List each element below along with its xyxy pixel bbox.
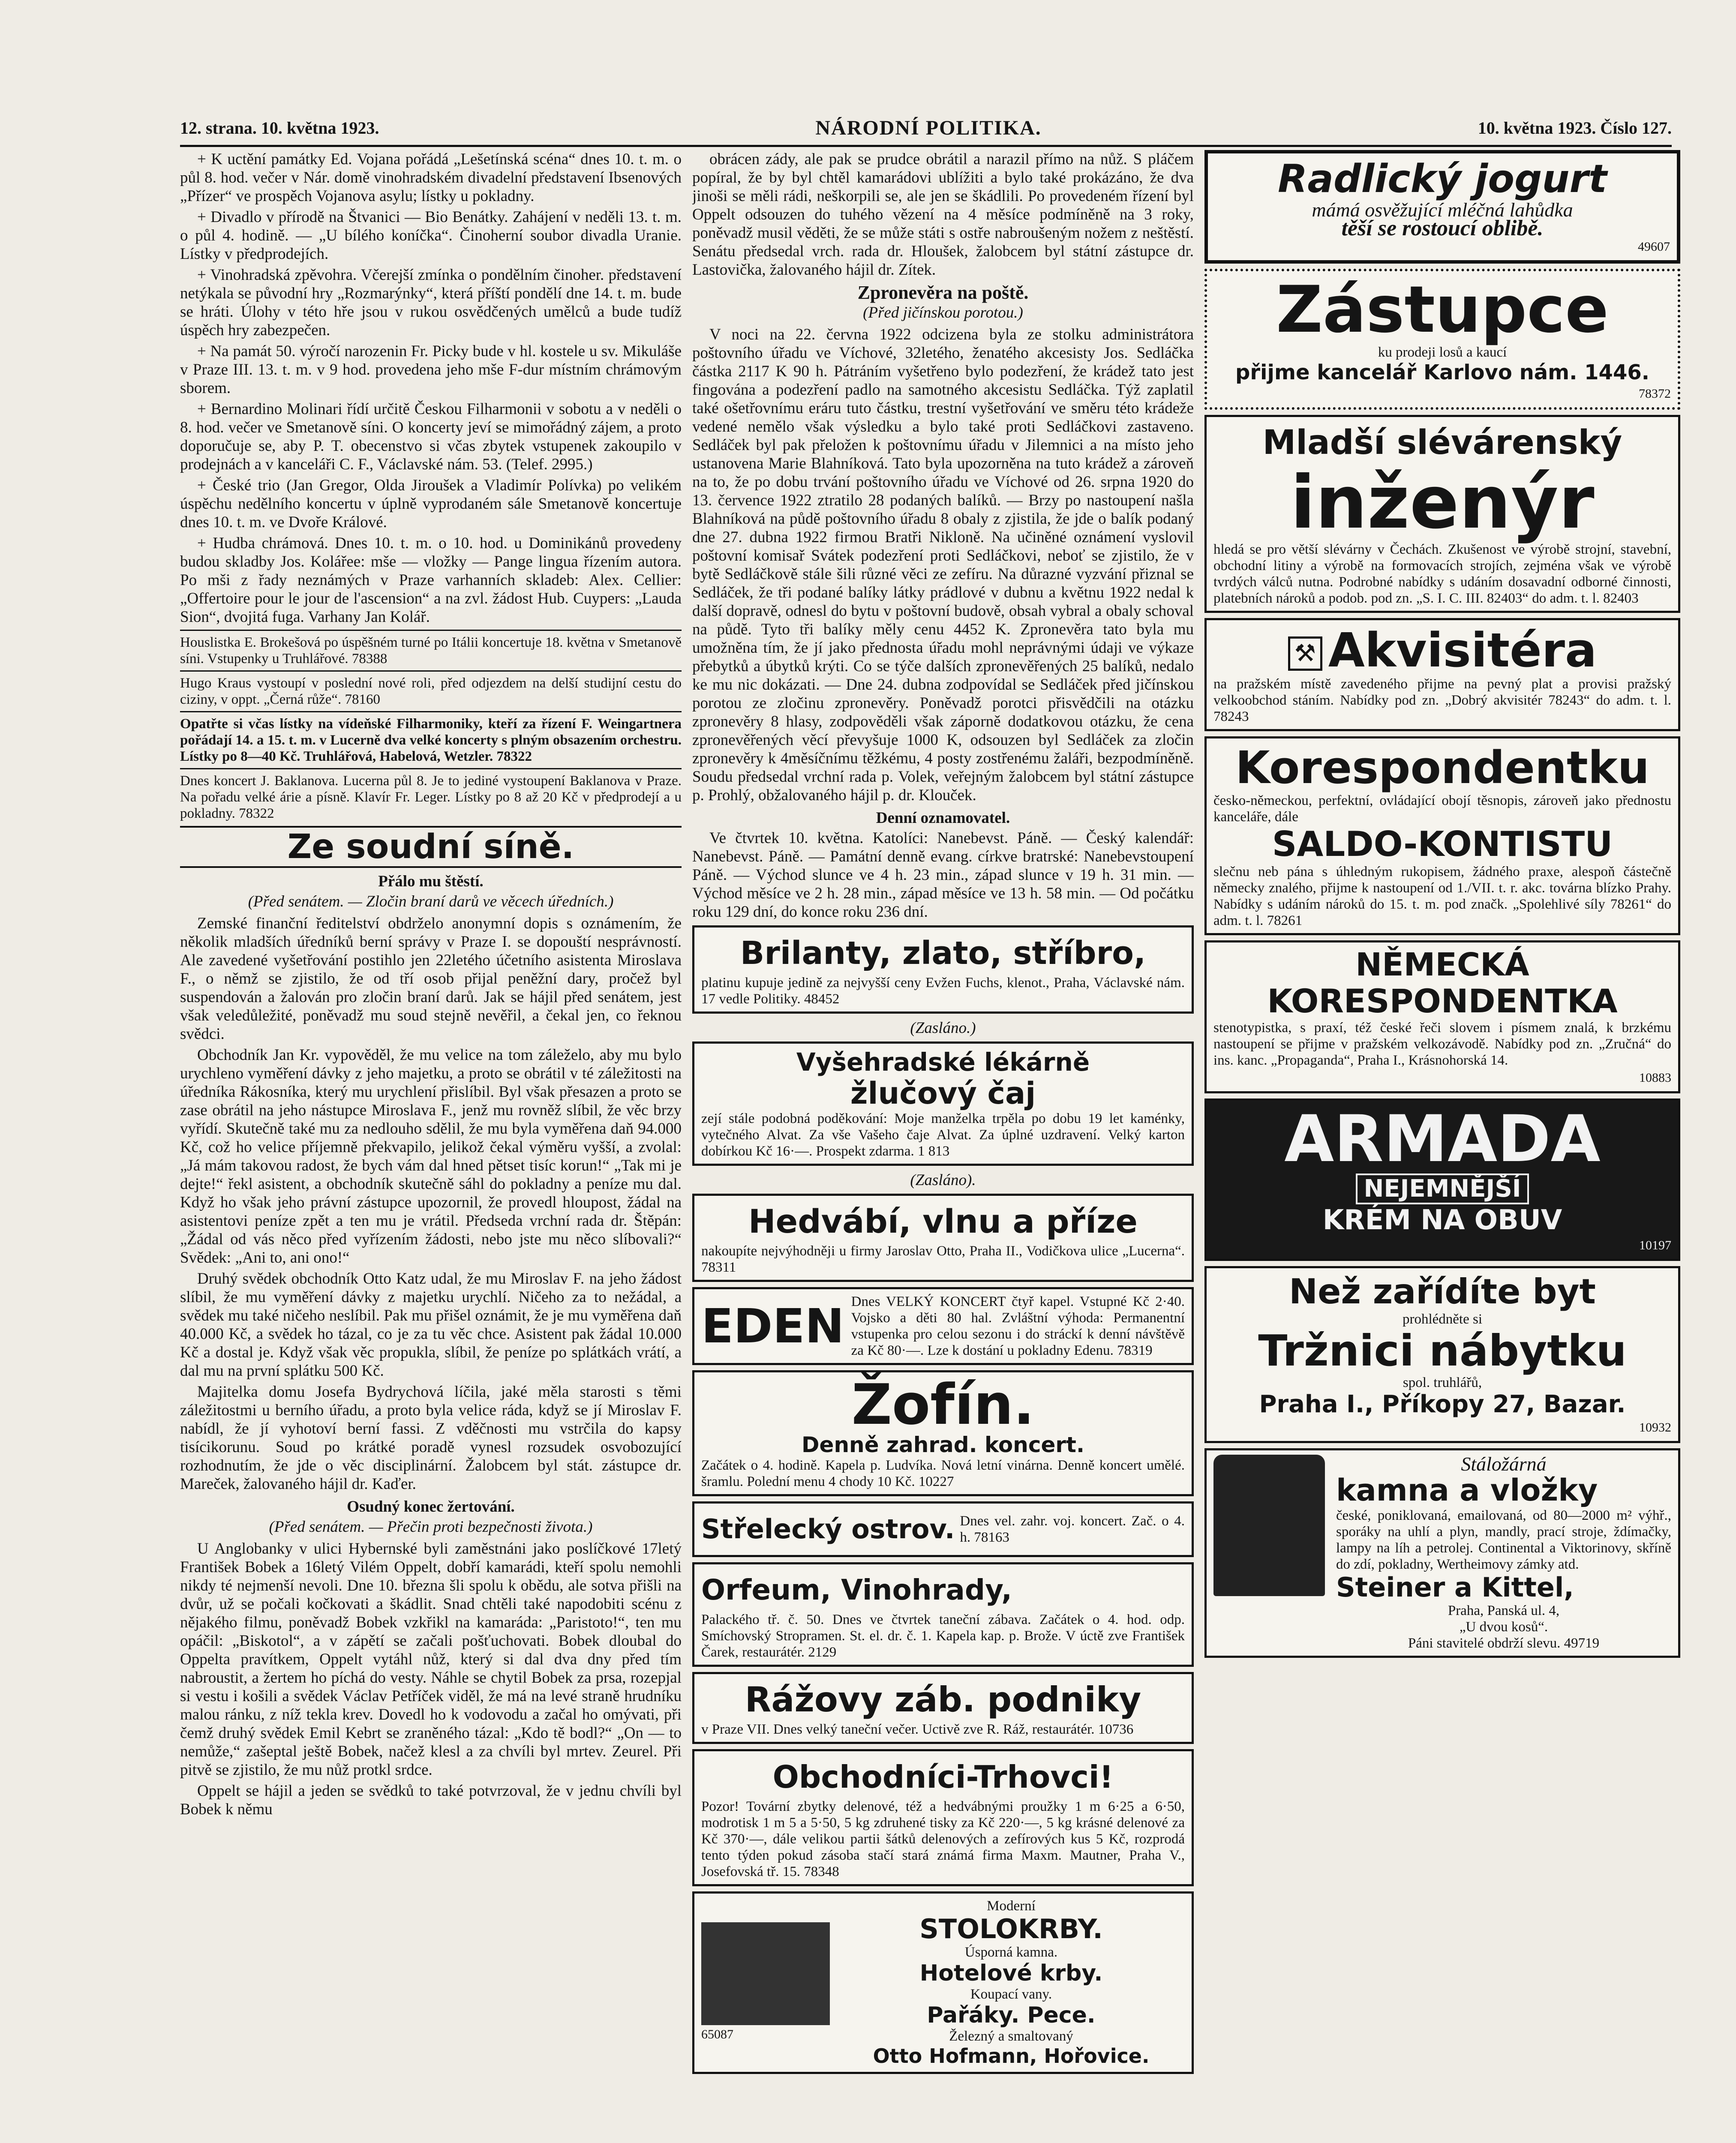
news-item: + České trio (Jan Gregor, Olda Jiroušek a Vladimír Polívka) po velikém úspěchu nedělního koncertu v úplně vyprodaném sále Smetanově koncertuje dnes 10. t. m. ve Dvoře Králové. <box>180 477 682 531</box>
ad-line: Otto Hofmann, Hořovice. <box>873 2044 1150 2068</box>
ad-title: NĚMECKÁ <box>1355 946 1529 983</box>
ad-zastupce <box>1204 269 1680 410</box>
news-item: + Vinohradská zpěvohra. Včerejší zmínka o pondělním činoher. představení netýkala se původní hry „Rozmarýnky“, která příští pondělí dne 14. t. m. bude se hráti. Úlohy v této hře jsou v rukou osvědčených umělců a bude tudíž úspěch hry zabezpečen. <box>180 266 682 339</box>
ad-title: Mladší slévárenský <box>1262 423 1622 462</box>
ad-line: „U dvou kosů“. <box>1459 1619 1548 1635</box>
ad-title: Vyšehradské lékárně <box>796 1047 1090 1077</box>
ad-steiner-kittel <box>1204 1448 1680 1658</box>
ad-line: Praha, Panská ul. 4, <box>1448 1603 1560 1618</box>
ad-line: Páni stavitelé obdrží slevu. 49719 <box>1408 1636 1600 1651</box>
ad-subtitle: přijme kancelář Karlovo nám. 1446. <box>1235 360 1649 384</box>
ad-address: Praha I., Příkopy 27, Bazar. <box>1259 1390 1626 1418</box>
ad-body: Palackého tř. č. 50. Dnes ve čtvrtek taneční zábava. Začátek o 4. hod. odp. Smíchovský Stropramen. St. el. dr. č. 1. Kapela kap. p. Brože. V úctě zve František Čarek, restaurátér. 2129 <box>701 1612 1185 1660</box>
article-paragraph: Oppelt se hájil a jeden se svědků to také potvrzoval, že v jednu chvíli byl Bobek k němu <box>180 1782 682 1818</box>
ad-orfeum <box>692 1562 1194 1667</box>
ad-code: 10197 <box>1639 1238 1671 1252</box>
ad-code: 78372 <box>1639 387 1671 401</box>
news-item: + K uctění památky Ed. Vojana pořádá „Lešetínská scéna“ dnes 10. t. m. o půl 8. hod. večer v Nár. domě vinohradském divadelní představení Ibsenových „Přízer“ ve prospěch Vojanova asylu; lístky u pokladny. <box>180 150 682 205</box>
section-title: Ze soudní síně. <box>180 826 682 868</box>
article-headline: Zpronevěra na poště. <box>857 282 1029 303</box>
ad-vysehradske-lekarne <box>692 1041 1194 1166</box>
column-2 <box>692 150 1194 2143</box>
stove-illustration <box>701 1922 830 2025</box>
ad-code: 65087 <box>701 2027 733 2041</box>
ad-title: Hedvábí, vlnu a příze <box>748 1202 1138 1240</box>
classified-ad: Dnes koncert J. Baklanova. Lucerna půl 8. Je to jediné vystoupení Baklanova v Praze. Na pořadu velké árie a písně. Klavír Fr. Leger. Lístky po 8 až 20 Kč v předprodejí a u pokladny. 78322 <box>180 773 682 821</box>
ad-razovy-podniky <box>692 1672 1194 1744</box>
ad-title: Korespondentku <box>1235 741 1649 794</box>
ad-title: EDEN <box>701 1299 844 1354</box>
ad-subtitle: ku prodeji losů a kaucí <box>1378 345 1507 360</box>
ad-body: české, poniklovaná, emailovaná, od 80—2000 m² výhř., sporáky na uhlí a plyn, mandly, prací stroje, ždímačky, lampy na líh a petrolej. Continental a Viktorinovy, skříně do zdí, pokladny, Wertheimovy zámky atd. <box>1336 1508 1671 1572</box>
ad-body: česko-německou, perfektní, ovládající obojí těsnopis, zároveň jako přednostu kanceláře, dále <box>1213 793 1671 825</box>
ad-nemecka-korespondentka <box>1204 940 1680 1093</box>
ad-title: Brilanty, zlato, stříbro, <box>740 935 1146 972</box>
ad-title: STOLOKRBY. <box>919 1913 1103 1945</box>
article-paragraph: Majitelka domu Josefa Bydrychová líčila, jaké měla starosti s těmi záležitostmi u berního úřadu, a proto byla velice ráda, když se jí Miroslav F. nabídl, že jí vyhotoví berní fassi. Z vděčnosti mu vstrčila do kapsy tisícikorunu. Soud po krátké poradě vynesl rozsudek osvobozující rozhodnutím, že jde o věc disciplinární. Žalobcem byl stát. zástupce dr. Mareček, žalovaného hájil dr. Kaďer. <box>180 1383 682 1493</box>
ad-title: Radlický jogurt <box>1278 156 1607 201</box>
news-item: + Bernardino Molinari řídí určitě Českou Filharmonii v sobotu a v neděli o 8. hod. večer ve Smetanově síni. O koncerty jeví se mimořádný zájem, a proto doporučuje se, aby P. T. obecenstvo si včas zbytek vstupenek zakoupilo v prodejnách a v kanceláři C. F., Václavské nám. 53. (Telef. 2995.) <box>180 400 682 473</box>
ad-title: Žofín. <box>851 1372 1035 1437</box>
ad-brilanty <box>692 925 1194 1014</box>
ad-title: Zástupce <box>1276 273 1609 347</box>
ad-title: ARMADA <box>1284 1102 1601 1177</box>
ad-title: kamna a vložky <box>1336 1473 1598 1508</box>
ad-stolokrby <box>692 1891 1194 2074</box>
header-left: 12. strana. 10. května 1923. <box>180 118 379 138</box>
ad-line: Hotelové krby. <box>919 1960 1103 1986</box>
ad-subtitle: žlučový čaj <box>850 1076 1036 1111</box>
ad-title: Střelecký ostrov. <box>701 1513 955 1545</box>
ad-title: Orfeum, Vinohrady, <box>701 1573 1012 1606</box>
stove-illustration <box>1213 1455 1325 1596</box>
article-paragraph: Obchodník Jan Kr. vypověděl, že mu velice na tom záleželo, aby mu bylo urychleno vyměření dávky z jeho majetku, a proto se obrátil v té záležitosti na úředníka Rákosníka, který mu urychlení přislíbil. Byl však přesazen a proto se zase obrátil na jeho nástupce Miroslava F., jenž mu rovněž slíbil, že věc brzy vyřídí. Skutečně také mu za nedlouho sdělil, že mu byla vyměřena daň 94.000 Kč, což ho velice příjemně překvapilo, jelikož čekal výměru vyšší, a zvolal: „Já mám takovou radost, že bych vám dal hned pětset tisíc korun!“ „Tak mi je dejte!“ řekl asistent, a obchodník skutečně sáhl do pokladny a peníze mu dal. Když ho však jeho právní zástupce upozornil, že provedl hloupost, žádal na asistentovi peníze zpět a ten mu je vrátil. Předseda vrchní rada dr. Štěpán: „Žádal od vás něco před vyřízením žádosti, nebo jste mu něco slíbovali?“ Svědek: „Ani to, ani ono!“ <box>180 1046 682 1267</box>
ad-radlicky-jogurt <box>1204 150 1680 264</box>
ad-hedvabi <box>692 1194 1194 1282</box>
masthead: NÁRODNÍ POLITIKA. <box>815 116 1042 139</box>
article-paragraph: obrácen zády, ale pak se prudce obrátil a narazil přímo na nůž. S pláčem popíral, že by byl chtěl kamarádovi ublížiti a bylo také prokázáno, že dva jinoši se měli rádi, neškorpili se, ale jen se škádlili. Po provedeném řízení byl Oppelt odsouzen do tuhého vězení na 4 měsíce podmíněně na 3 roky, poněvadž musil věděti, že se může státi s ostře nabroušeným nožem z neštěstí. Senátu předsedal vrch. rada dr. Hloušek, žalobcem byl státní zástupce dr. Lastovička, žalovaného hájil dr. Zítek. <box>692 150 1194 279</box>
classified-ad: Hugo Kraus vystoupí v poslední nové roli, před odjezdem na delší studijní cestu do ciziny, v oppt. „Černá růže“. 78160 <box>180 675 682 707</box>
ad-big-title: inženýr <box>1290 460 1595 545</box>
ad-line: Moderní <box>987 1898 1036 1914</box>
ad-line: Pařáky. Pece. <box>927 2002 1096 2028</box>
article-paragraph: V noci na 22. června 1922 odcizena byla ze stolku administrátora poštovního úřadu ve Víchové, 32letého, ženatého akcesisty Jos. Sedláčka částka 2117 K 90 h. Pátráním vyšetřeno bylo podezření, že krádež tato jest fingována a podezření padlo na samotného akcesistu Sedláčka. Týž zaplatil také ošetřovnímu eráru tuto částku, trestní vyšetřování ve směru této krádeže vedené nemělo však výsledku a bylo také proti Sedláčkovi zastaveno. Sedláček byl pak přeložen k poštovnímu úřadu v Jilemnici a na místo jeho ustanovena Marie Blahníková. Tato byla upozorněna na tuto krádež a zároveň na to, že po dobu trvání poštovního úřadu ve Víchové od 26. srpna 1920 do 13. července 1922 ztratilo 28 podaných balíků. — Brzy po nastoupení našla Blahníková na půdě poštovního úřadu 8 obaly z zjistila, že jde o balík podaný dne 27. dubna 1922 firmou Bratři Nikloně. Na učiněné oznámení vyslovil poštovní komisař Svátek podezření proti Sedláčkovi, neboť se zjistilo, že v bytě Sedláčkově stále šili různé věci ze zefíru. Na důrazné vyzvání přiznal se Sedláček, že tři podané balíky látky prádlové v dubnu a květnu 1922 nedal k další dopravě, odnesl do bytu v poštovní budově, obsah vybral a obaly schoval na půdě. Tyto tři balíky měly cenu 4452 K. Zpronevěra tato byla mu umožněna tím, že jí jako přednosta úřadu mohl neprávnými údaji ve výkaze přebytků a úbytků krýti. Co se týče dalších zpronevěřených 25 balíků, nedalo ke mu nic dokázati. — Dne 24. dubna zodpovídal se Sedláček před jičínskou porotou ze zločinu zpronevěry. Poněvadž porotci přisvědčili na otázku zpronevěry 8 hlasy, zodpověděli však záporně dodatkovou otázku, že cena zpronevěřených věcí převyšuje 1000 K, odsouzen byl Sedláček za zločin zpronevěry k 4měsíčnímu těžkému, 4 posty zostřenému žaláři, bezpodmíněně. Soudu předsedal vrchní rada p. Volek, veřejným žalobcem byl státní zástupce p. Prohlý, obžalovaného hájil p. dr. Klouček. <box>692 326 1194 804</box>
ad-akvisitera <box>1204 618 1680 731</box>
ad-zofin <box>692 1370 1194 1496</box>
ad-title: Rážovy záb. podniky <box>745 1680 1141 1720</box>
ad-body: nakoupíte nejvýhodněji u firmy Jaroslav Otto, Praha II., Vodičkova ulice „Lucerna“. 78311 <box>701 1243 1185 1275</box>
ad-line: Úsporná kamna. <box>964 1945 1058 1960</box>
ad-body: zejí stále podobná poděkování: Moje manželka trpěla po dobu 19 let kaménky, vytečného Alvat. Za vše Vašeho čaje Alvat. Za úplné uzdravení. Velký karton dobírkou Kč 16·—. Prospekt zdarma. 1 813 <box>701 1111 1185 1159</box>
zaslano-label: (Zasláno). <box>910 1171 976 1189</box>
ad-body: na pražském místě zavedeného přijme na pevný plat a provisi pražský velkoobchod stáním. Nabídky pod zn. „Dobrý akvisitér 78243“ do adm. t. l. 78243 <box>1213 676 1671 724</box>
article-paragraph: U Anglobanky v ulici Hybernské byli zaměstnáni jako poslíčkové 17letý František Bobek a 16letý Vilém Oppelt, dobří kamarádi, kteří spolu nemohli nikdy té nejmenší nevoli. Dne 10. března šli spolu k obědu, ale sotva přišli na dvůr, už se počali kočkovati a škádlit. Snad chtěli také napodobiti scénu z nějakého filmu, poněvadž Bobek vzkřikl na kamaráda: „Paristoto!“, ten mu opáčil: „Biskotol“, a v zápětí se začali pošťuchovati. Bobek dloubal do Oppelta pravítkem, Oppelt vytáhl nůž, který si dal dva dny před tím nabroustit, a žertem ho píchá do vesty. Náhle se chytil Bobek za prsa, rozepjal si vestu i košili a svědek Václav Petříček viděl, že má na levé straně hrudníku malou ránku, z níž tekla krev. Dovedl ho k vodovodu a začal ho omývati, při čemž druhý svědek Emil Kebrt se zraněného tázal: „Kdo tě bodl?“ „On — to nemůže,“ zašeptal ještě Bobek, načež klesl a za chvíli byl mrtev. Zeurel. Při pitvě se zjistilo, že mu nůž protkl srdce. <box>180 1540 682 1779</box>
ad-trznice-nabytku <box>1204 1266 1680 1443</box>
ad-body: Pozor! Tovární zbytky delenové, též a hedvábnými proužky 1 m 6·25 a 6·50, modrotisk 1 m 5 a 5·50, 5 kg zdruhené tisky za Kč 220·—, 5 kg krásné delenové za Kč 370·—, dále velikou partii šátků delenových a zefírových kus 5 Kč, rozprodá tento týden pokud zásoba stačí stará známá firma Maxm. Mautner, Praha V., Josefovská tř. 15. 78348 <box>701 1799 1185 1879</box>
ad-line: Koupací vany. <box>970 1987 1052 2002</box>
article-subheading: (Před jičínskou porotou.) <box>863 304 1023 321</box>
ad-title-2: SALDO-KONTISTU <box>1272 824 1613 864</box>
header-right: 10. května 1923. Číslo 127. <box>1478 118 1672 138</box>
article-subheading: (Před senátem. — Přečin proti bezpečnosti života.) <box>269 1518 593 1536</box>
ad-subtitle: NEJEMNĚJŠÍ <box>1356 1174 1529 1204</box>
divider <box>180 768 682 769</box>
article-paragraph: Druhý svědek obchodník Otto Katz udal, že mu Miroslav F. na jeho žádost slíbil, že mu vyměření dávky z majetku urychlí. Ničeho za to nežádal, a svědek mu také ničeho neslíbil. Pak mu přišel oznámit, že je mu vyměřena daň 40.000 Kč, a svědek ho tázal, co je za tu věc chce. Asistent pak žádal 10.000 Kč a dostal je. Když však věc propukla, slíbil, že peníze po splátkách vrátí, a dal mu na první splátku 500 Kč. <box>180 1270 682 1380</box>
article-headline: Přálo mu štěstí. <box>378 873 484 890</box>
news-item: + Na památ 50. výročí narozenin Fr. Picky bude v hl. kostele u sv. Mikuláše v Praze III. 13. t. m. v 9 hod. provedena jeho mše F-dur místním chrámovým sborem. <box>180 342 682 397</box>
ad-body: stenotypistka, s praxí, též české řeči slovem i písmem znalá, k brzkému nastoupení se přijme v pražském velkozávodě. Nabídky pod zn. „Zručná“ do ins. kanc. „Propaganda“, Praha I., Krásnohorská 14. <box>1213 1020 1671 1068</box>
ad-code: 10883 <box>1639 1071 1671 1085</box>
article-paragraph: Zemské finanční ředitelství obdrželo anonymní dopis s oznámením, že několik mladších úředníků berní správy v Praze I. se dopouští nesprávností. Ale zavedené vyšetřování postihlo jen 22letého účetního asistenta Miroslava F., o němž se zjistilo, že od tří osob přijal peněžní dary, pročež byl suspendován a žalován pro zločin braní darů. Jak se hájil před senátem, jest však veledůležité, poněvadž mu soud stejně nevěřil, a čekal jen, co řeknou svědci. <box>180 915 682 1043</box>
tools-icon: ⚒ <box>1288 636 1322 671</box>
ad-body: Dnes VELKÝ KONCERT čtyř kapel. Vstupné Kč 2·40. Vojsko a děti 80 hal. Zvláštní výhoda: Permanentní vstupenka pro celou sezonu i do stráckí k denní návštěvě za Kč 80·—. Lze k dostání u pokladny Edenu. 78319 <box>851 1294 1185 1358</box>
article-headline: Denní oznamovatel. <box>876 809 1010 827</box>
ad-armada <box>1204 1099 1680 1261</box>
ad-korespondentku <box>1204 736 1680 935</box>
article-paragraph: Ve čtvrtek 10. května. Katolíci: Nanebevst. Páně. — Český kalendář: Nanebevst. Páně. — Památní denně evang. církve bratrské: Nanebevstoupení Páně. — Východ slunce ve 4 h. 23 min., západ slunce v 19 h. 31 min. — Východ měsíce ve 2 h. 28 min., západ měsíce ve 13 h. 58 min. — Od počátku roku 129 dní, do konce roku 236 dní. <box>692 829 1194 921</box>
column-3 <box>1204 150 1680 2143</box>
divider <box>180 630 682 631</box>
divider <box>180 670 682 672</box>
ad-subtitle: KRÉM NA OBUV <box>1322 1204 1562 1236</box>
ad-title-2: Steiner a Kittel, <box>1336 1572 1574 1603</box>
ad-body: Dnes vel. zahr. voj. koncert. Zač. o 4. h. 78163 <box>960 1513 1185 1545</box>
ad-title-2: KORESPONDENTKA <box>1267 982 1618 1020</box>
header-rule <box>180 145 1672 147</box>
ad-code: 49607 <box>1638 240 1670 254</box>
ad-code: 10932 <box>1639 1420 1671 1435</box>
ad-body: hledá se pro větší slévárny v Čechách. Zkušenost ve výrobě strojní, stavební, obchodní litiny a výrobě na formovacích strojích, zejména však ve výrobě tvrdých válců nutna. Podrobné nabídky s udáním dosavadní odborné činnosti, platebních nároků a podob. pod zn. „S. I. C. III. 82403“ do adm. t. l. 82403 <box>1213 542 1671 606</box>
news-item: + Divadlo v přírodě na Štvanici — Bio Benátky. Zahájení v neděli 13. t. m. o půl 4. hodině. — „U bílého koníčka“. Činoherní soubor divadla Uranie. Lístky v předprodejích. <box>180 208 682 263</box>
ad-title: Obchodníci-Trhovci! <box>772 1759 1114 1795</box>
page-header <box>180 115 1672 141</box>
column-1 <box>180 150 682 2143</box>
article-subheading: (Před senátem. — Zločin braní darů ve věcech úředních.) <box>248 893 614 910</box>
ad-body: v Praze VII. Dnes velký taneční večer. Uctivě zve R. Ráž, restaurátér. 10736 <box>701 1722 1134 1737</box>
ad-eden <box>692 1287 1194 1365</box>
ad-title: Než zařídíte byt <box>1289 1272 1596 1312</box>
ad-slevarensky-inzenyr <box>1204 415 1680 613</box>
article-headline: Osudný konec žertování. <box>347 1498 515 1516</box>
ad-strelecky-ostrov <box>692 1501 1194 1557</box>
ad-line: Železný a smaltovaný <box>949 2029 1073 2044</box>
ad-line: spol. truhlářů, <box>1403 1375 1482 1390</box>
ad-body: slečnu neb pána s úhledným rukopisem, žádného praxe, alespoň částečně německy znalého, přijme k nastoupení od 1./VII. t. r. akc. továrna blízko Prahy. Nabídky s udáním nároků do 15. t. m. pod značk. „Spolehlivé síly 78261“ do adm. t. l. 78261 <box>1213 864 1671 928</box>
ad-obchodnici-trhovci <box>692 1749 1194 1886</box>
ad-title: Akvisitéra <box>1328 623 1597 678</box>
classified-ad: Houslistka E. Brokešová po úspěšném turné po Itálii koncertuje 18. května v Smetanově síni. Vstupenky u Truhlářové. 78388 <box>180 635 682 666</box>
ad-subtitle: těší se rostoucí oblibě. <box>1341 216 1544 240</box>
ad-body: platinu kupuje jedině za nejvyšší ceny Evžen Fuchs, klenot., Praha, Václavské nám. 17 vedle Politiky. 48452 <box>701 975 1185 1007</box>
news-item: + Hudba chrámová. Dnes 10. t. m. o 10. hod. u Dominikánů provedeny budou skladby Jos. Kolářee: mše — vložky — Pange lingua řízením autora. Po mši z řady neznámých v Praze varhanních skladeb: Alex. Cellier: „Offertoire pour le jour de l'ascension“ a na zvl. žádost Hub. Cuypers: „Lauda Sion“, dvojitá fuga. Varhany Jan Kolář. <box>180 534 682 626</box>
ad-title-2: Tržnici nábytku <box>1258 1326 1627 1376</box>
ad-subtitle: Denně zahrad. koncert. <box>802 1432 1084 1457</box>
ad-line: prohlédněte si <box>1402 1312 1483 1327</box>
ad-subtitle: mámá osvěžující mléčná lahůdka <box>1312 199 1573 221</box>
divider <box>180 711 682 712</box>
ad-body: Začátek o 4. hodině. Kapela p. Ludvíka. Nová letní vinárna. Denně koncert umělé. šramlu. Polední menu 4 chody 10 Kč. 10227 <box>701 1458 1185 1489</box>
classified-ad: Opatřte si včas lístky na vídeňské Filharmoniky, kteří za řízení F. Weingartnera pořádají 14. a 15. t. m. v Lucerně dva velké koncerty s plným obsazením orchestru. Lístky po 8—40 Kč. Truhlářová, Habelová, Wetzler. 78322 <box>180 716 682 764</box>
ad-line: Stáložárná <box>1461 1453 1547 1475</box>
zaslano-label: (Zasláno.) <box>910 1019 976 1037</box>
